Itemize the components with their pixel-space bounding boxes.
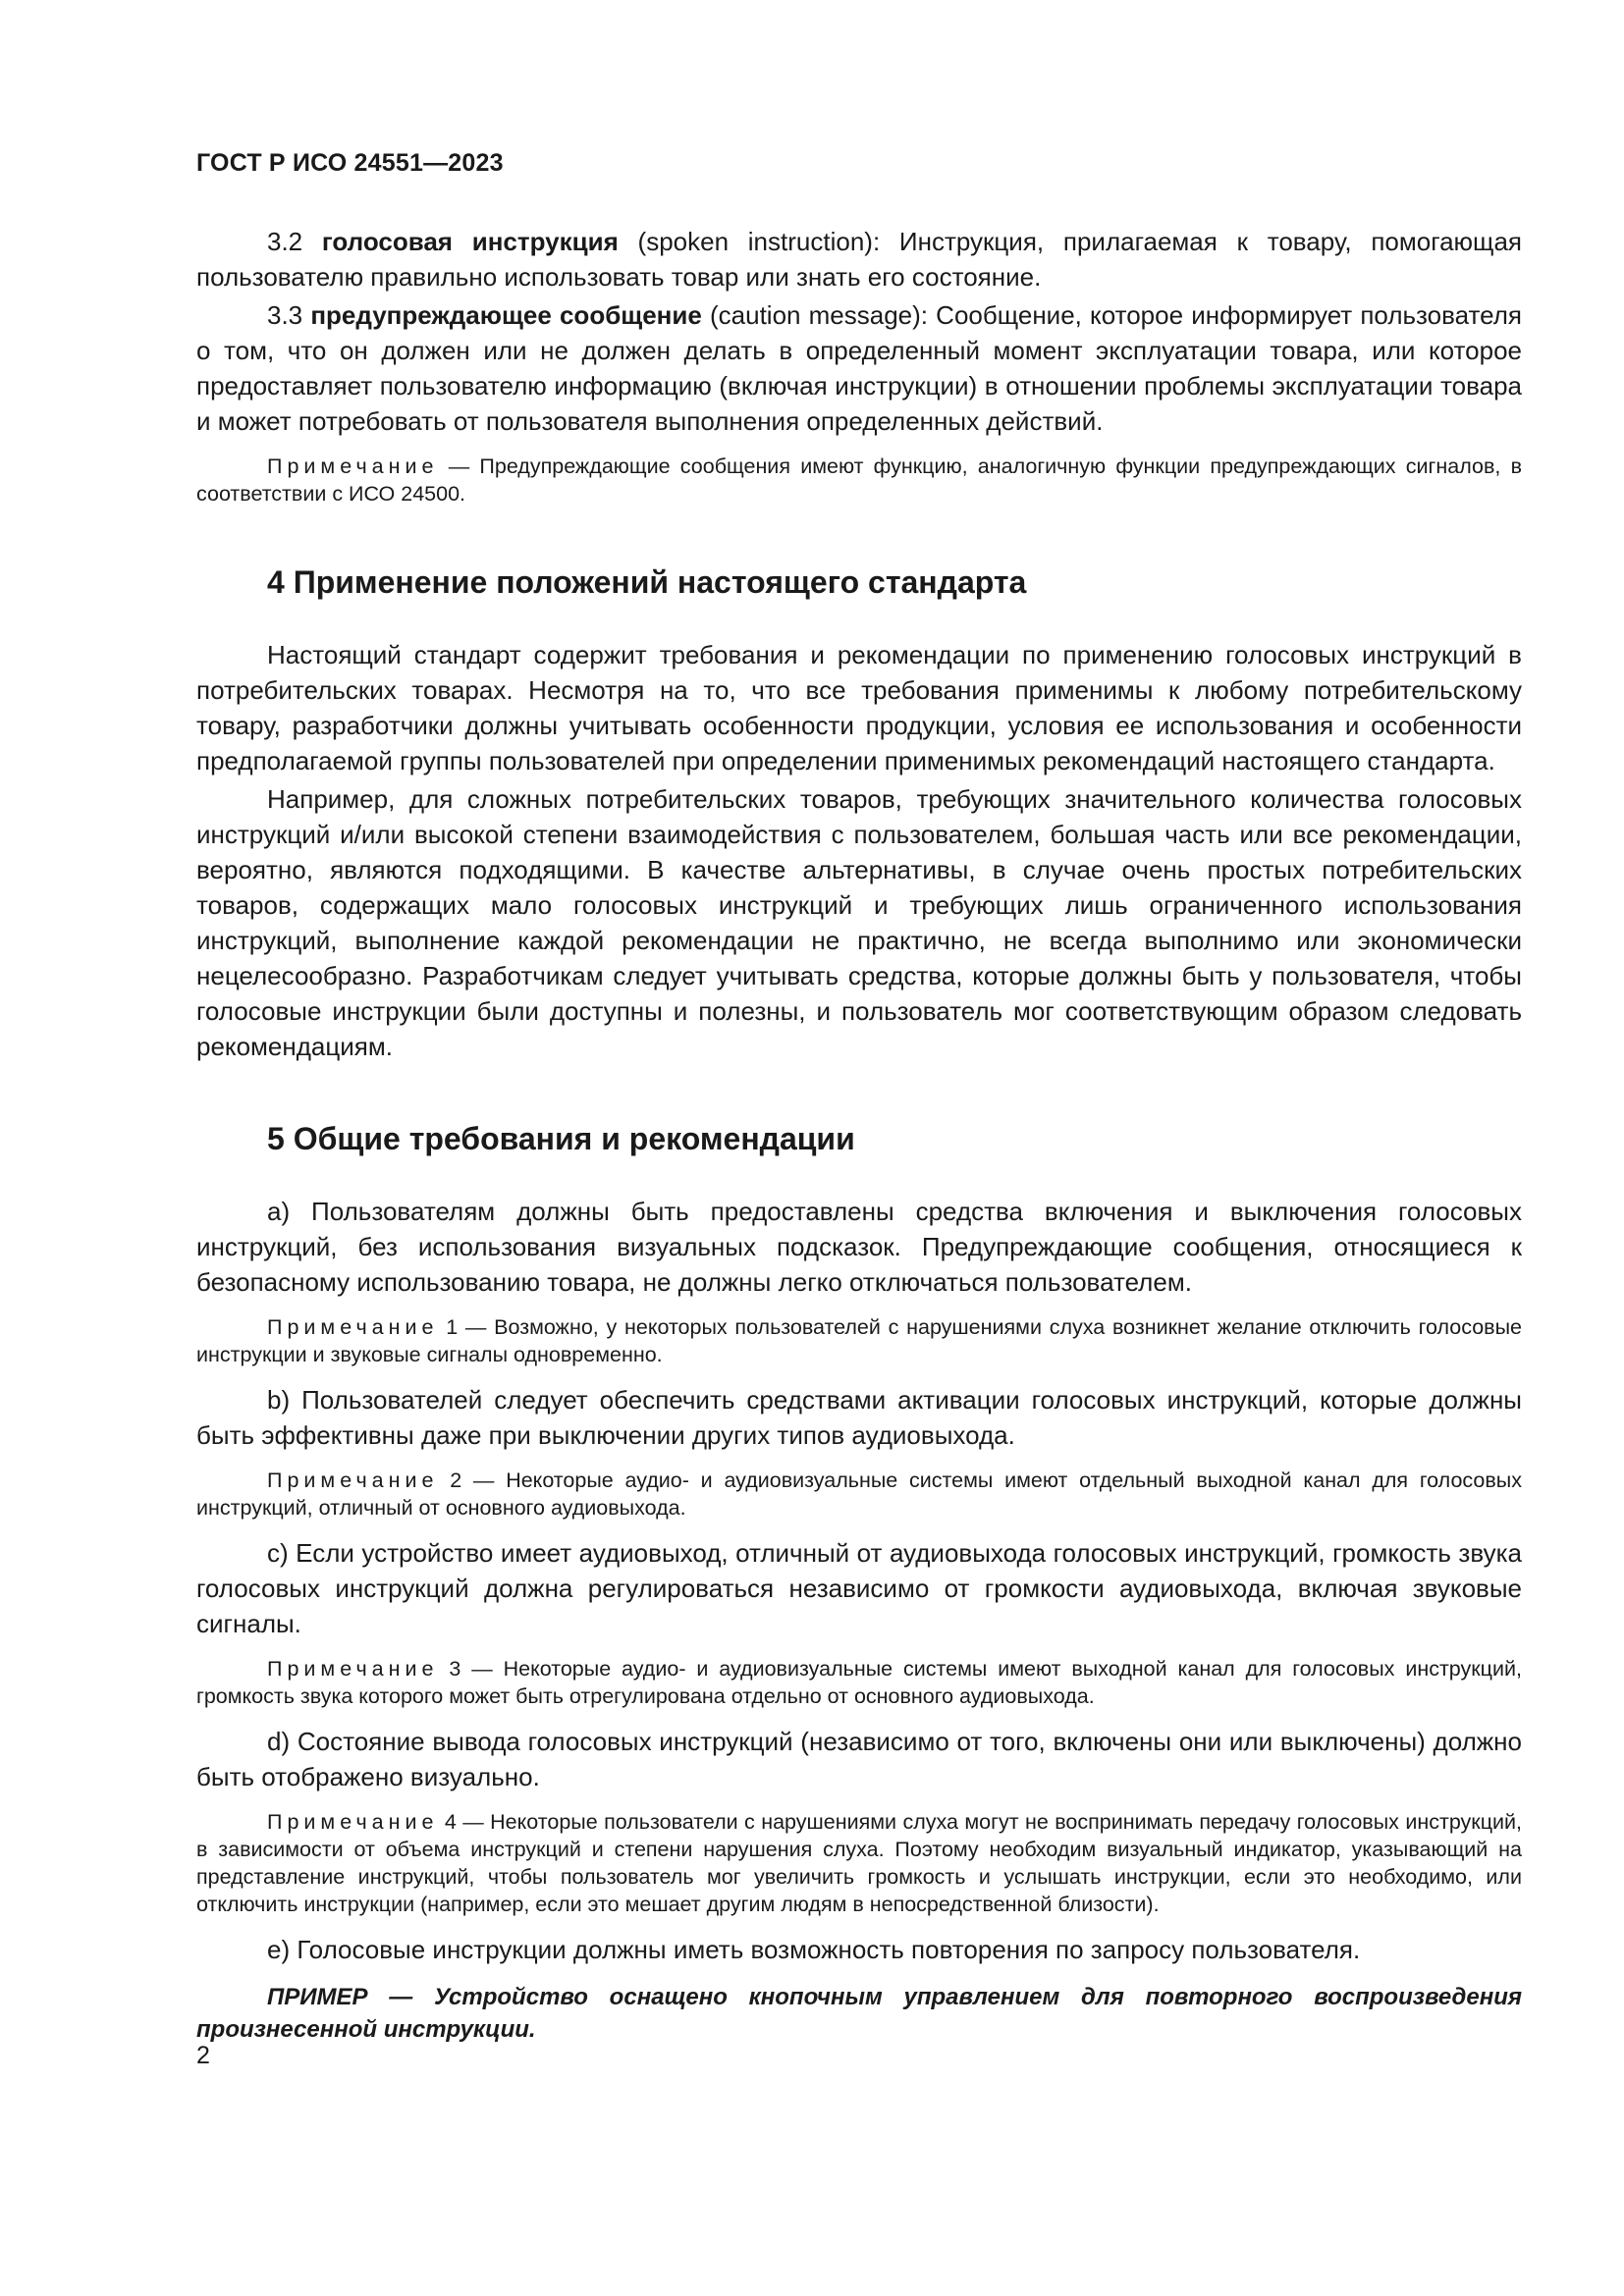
requirement-b: b) Пользователей следует обеспечить средствами активации голосовых инструкций, которые должны быть эффективны даже при выключении других типов аудиовыхода.	[196, 1385, 1522, 1450]
section-4-paragraph-1: Настоящий стандарт содержит требования и рекомендации по применению голосовых инструкций в потребительских товарах. Несмотря на то, что все требования применимы к любому потребительскому товару, разработчики должны учитывать особенности продукции, условия ее использования и особенности предполагаемой группы пользователей при определении применимых рекомендаций настоящего стандарта.	[196, 640, 1522, 775]
note-text: 2 — Некоторые аудио- и аудиовизуальные системы имеют отдельный выходной канал для голосовых инструкций, отличный от основного аудиовыхода.	[196, 1468, 1522, 1520]
definition-text: (caution message): Сообщение, которое информирует пользователя о том, что он должен или не должен делать в определенный момент эксплуатации товара, или которое предоставляет пользователю информацию (включая инструкции) в отношении проблемы эксплуатации товара и может потребовать от пользователя выполнения определенных действий.	[196, 300, 1523, 436]
note-text: 4 — Некоторые пользователи с нарушениями слуха могут не воспринимать передачу голосовых инструкций, в зависимости от объема инструкций и степени нарушения слуха. Поэтому необходим визуальный индикатор, указывающий на представление инструкций, чтобы пользователь мог увеличить громкость и услышать инструкции, если это необходимо, или отключить инструкции (например, если это мешает другим людям в непосредственной близости).	[196, 1810, 1522, 1916]
note-label: Примечание	[267, 1468, 439, 1492]
requirement-e: e) Голосовые инструкции должны иметь возможность повторения по запросу пользователя.	[267, 1935, 1361, 1964]
requirement-a: a) Пользователям должны быть предоставлены средства включения и выключения голосовых инструкций, без использования визуальных подсказок. Предупреждающие сообщения, относящиеся к безопасному использованию товара, не должны легко отключаться пользователем.	[196, 1197, 1522, 1297]
page-number: 2	[196, 2042, 210, 2069]
note-3	[196, 1655, 1522, 1710]
requirement-c: c) Если устройство имеет аудиовыход, отличный от аудиовыхода голосовых инструкций, громкость звука голосовых инструкций должна регулироваться независимо от громкости аудиовыхода, включая звуковые сигналы.	[196, 1538, 1522, 1638]
section-5-heading: 5 Общие требования и рекомендации	[267, 1121, 855, 1156]
note-text: — Предупреждающие сообщения имеют функцию, аналогичную функции предупреждающих сигналов, в соответствии с ИСО 24500.	[196, 454, 1522, 506]
note-label: Примечание	[267, 1315, 439, 1339]
requirement-d: d) Состояние вывода голосовых инструкций (независимо от того, включены они или выключены) должно быть отображено визуально.	[196, 1727, 1522, 1791]
note-label: Примечание	[267, 1810, 439, 1834]
note-text: 1 — Возможно, у некоторых пользователей с нарушениями слуха возникнет желание отключить голосовые инструкции и звуковые сигналы одновременно.	[196, 1315, 1522, 1366]
definition-3-3	[196, 297, 1522, 439]
section-4-heading: 4 Применение положений настоящего стандарта	[267, 564, 1027, 600]
note-1	[196, 1313, 1522, 1368]
note-text: 3 — Некоторые аудио- и аудиовизуальные системы имеют выходной канал для голосовых инструкций, громкость звука которого может быть отрегулирована отдельно от основного аудиовыхода.	[196, 1657, 1522, 1708]
note-section3	[196, 453, 1522, 507]
definition-3-2	[196, 224, 1522, 294]
document-body	[196, 224, 1522, 2046]
definition-number: 3.2	[267, 227, 303, 256]
definition-term: голосовая инструкция	[321, 227, 619, 256]
note-4	[196, 1808, 1522, 1918]
example: ПРИМЕР — Устройство оснащено кнопочным управлением для повторного воспроизведения произнесенной инструкции.	[196, 1984, 1522, 2043]
note-label: Примечание	[267, 1657, 439, 1681]
document-header: ГОСТ Р ИСО 24551—2023	[196, 149, 504, 177]
section-4-paragraph-2: Например, для сложных потребительских товаров, требующих значительного количества голосовых инструкций и/или высокой степени взаимодействия с пользователем, большая часть или все рекомендации, вероятно, являются подходящими. В качестве альтернативы, в случае очень простых потребительских товаров, содержащих мало голосовых инструкций и требующих лишь ограниченного использования инструкций, выполнение каждой рекомендации не практично, не всегда выполнимо или экономически нецелесообразно. Разработчикам следует учитывать средства, которые должны быть у пользователя, чтобы голосовые инструкции были доступны и полезны, и пользователь мог соответствующим образом следовать рекомендациям.	[196, 784, 1522, 1061]
definition-text: (spoken instruction): Инструкция, прилагаемая к товару, помогающая пользователю правильно использовать товар или знать его состояние.	[196, 227, 1522, 292]
note-label: Примечание	[267, 454, 439, 478]
definition-number: 3.3	[267, 300, 303, 330]
note-2	[196, 1467, 1522, 1522]
definition-term: предупреждающее сообщение	[310, 300, 702, 330]
